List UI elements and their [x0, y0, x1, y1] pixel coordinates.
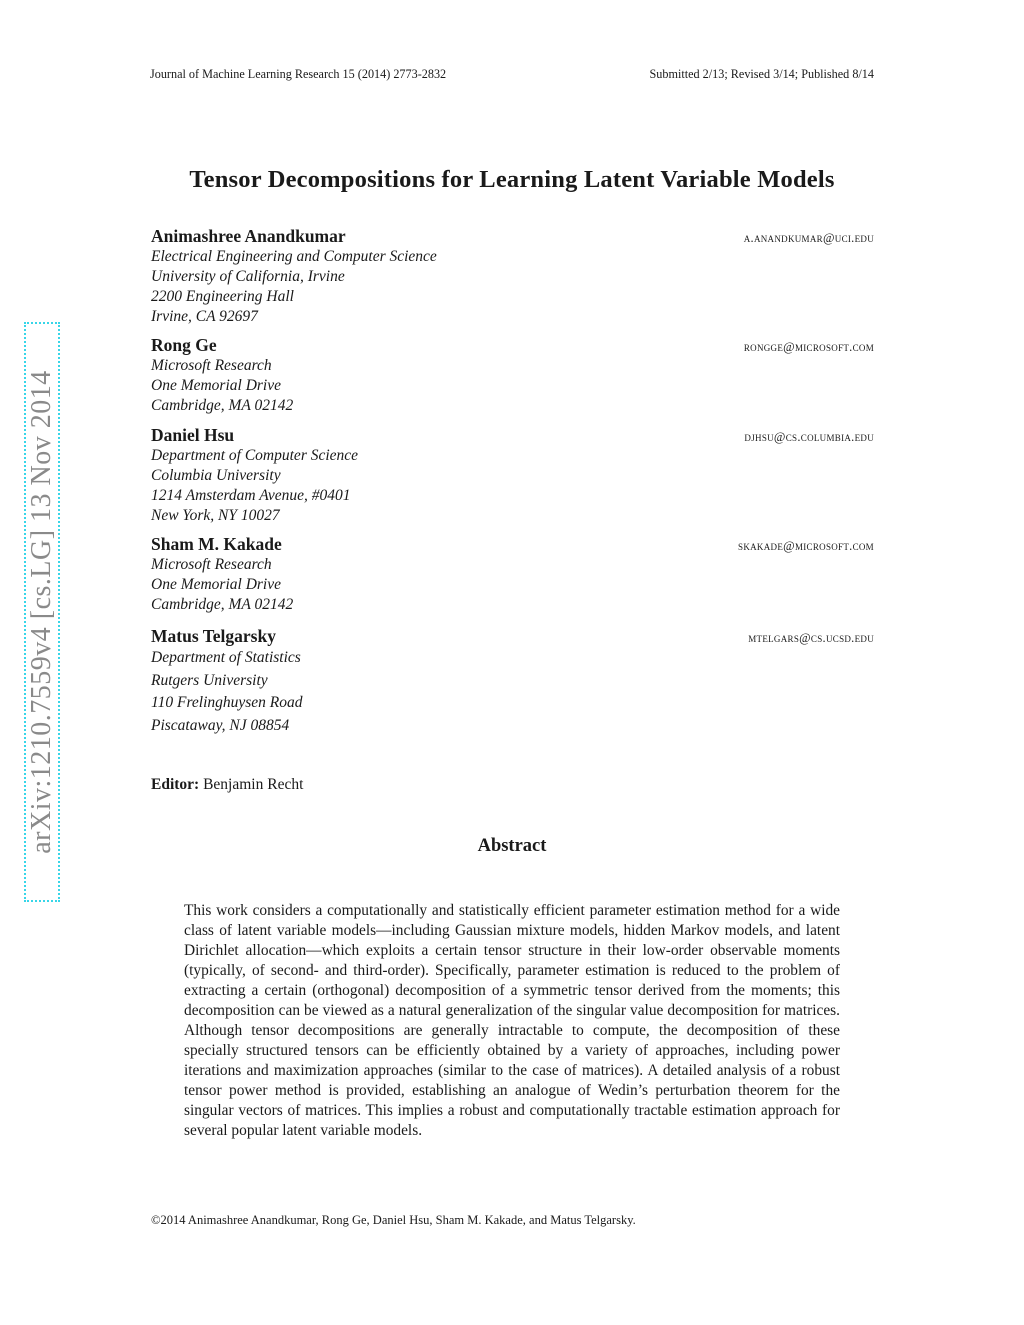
affiliation-line: Microsoft Research — [151, 556, 272, 573]
affiliation-line: Cambridge, MA 02142 — [151, 397, 294, 414]
affiliation-line: Columbia University — [151, 467, 281, 484]
author-email[interactable]: rongge@microsoft.com — [743, 340, 874, 354]
affiliation-line: Department of Computer Science — [151, 447, 359, 464]
affiliation-line: Irvine, CA 92697 — [151, 308, 258, 325]
author-block — [151, 226, 874, 327]
affiliation-line: 1214 Amsterdam Avenue, #0401 — [151, 487, 351, 504]
copyright-notice: ©2014 Animashree Anandkumar, Rong Ge, Daniel Hsu, Sham M. Kakade, and Matus Telgarsky. — [151, 1213, 636, 1227]
affiliation-line: Electrical Engineering and Computer Science — [151, 248, 437, 265]
author-name: Sham M. Kakade — [151, 534, 282, 554]
author-email[interactable]: djhsu@cs.columbia.edu — [744, 430, 874, 444]
affiliation-line: University of California, Irvine — [151, 268, 345, 285]
author-block — [151, 626, 874, 737]
abstract-heading: Abstract — [477, 836, 547, 856]
affiliation-line: 110 Frelinghuysen Road — [151, 694, 303, 711]
affiliation-line: 2200 Engineering Hall — [151, 288, 294, 305]
arxiv-stamp[interactable] — [28, 330, 56, 894]
affiliation-line: New York, NY 10027 — [151, 507, 280, 524]
abstract-text: This work considers a computationally and statistically efficient parameter estimation method for a wide class of latent variable models—including Gaussian mixture models, hidden Markov models, and latent Dirichlet allocation—which exploits a certain tensor structure in their low-order observable moments (typically, of second- and third-order). Specifically, parameter estimation is reduced to the problem of extracting a certain (orthogonal) decomposition of a symmetric tensor derived from the moments; this decomposition can be viewed as a natural generalization of the singular value decomposition for matrices. Although tensor decompositions are generally intractable to compute, the decomposition of these specially structured tensors can be efficiently obtained by a variety of approaches, including power iterations and maximization approaches (similar to the case of matrices). A detailed analysis of a robust tensor power method is provided, establishing an analogue of Wedin’s perturbation theorem for the singular vectors of matrices. This implies a robust and computationally tractable estimation approach for several popular latent variable models. — [184, 902, 840, 1139]
author-email[interactable]: a.anandkumar@uci.edu — [743, 231, 874, 245]
affiliation-line: Rutgers University — [151, 671, 268, 689]
author-name: Rong Ge — [151, 335, 217, 355]
author-block — [151, 534, 874, 615]
editor-name: Benjamin Recht — [203, 776, 304, 793]
affiliation-line: Department of Statistics — [151, 649, 301, 666]
author-name: Daniel Hsu — [151, 425, 235, 445]
author-name: Matus Telgarsky — [151, 626, 276, 646]
paper-title: Tensor Decompositions for Learning Latent Variable Models — [189, 166, 835, 193]
running-header — [150, 67, 874, 82]
submission-dates: Submitted 2/13; Revised 3/14; Published 8/14 — [649, 67, 874, 81]
arxiv-identifier[interactable]: arXiv:1210.7559v4 [cs.LG] 13 Nov 2014 — [26, 370, 57, 854]
affiliation-line: Piscataway, NJ 08854 — [151, 716, 290, 734]
affiliation-line: One Memorial Drive — [151, 377, 281, 394]
affiliation-line: One Memorial Drive — [151, 576, 281, 593]
affiliation-line: Cambridge, MA 02142 — [151, 596, 294, 613]
editor-line — [151, 776, 303, 794]
author-name: Animashree Anandkumar — [151, 226, 346, 246]
journal-citation: Journal of Machine Learning Research 15 (2014) 2773-2832 — [150, 67, 447, 81]
author-email[interactable]: skakade@microsoft.com — [738, 539, 874, 553]
affiliation-line: Microsoft Research — [151, 357, 272, 374]
author-block — [151, 335, 874, 416]
author-block — [151, 425, 874, 526]
editor-label: Editor: — [151, 776, 200, 793]
author-email[interactable]: mtelgars@cs.ucsd.edu — [748, 631, 874, 645]
